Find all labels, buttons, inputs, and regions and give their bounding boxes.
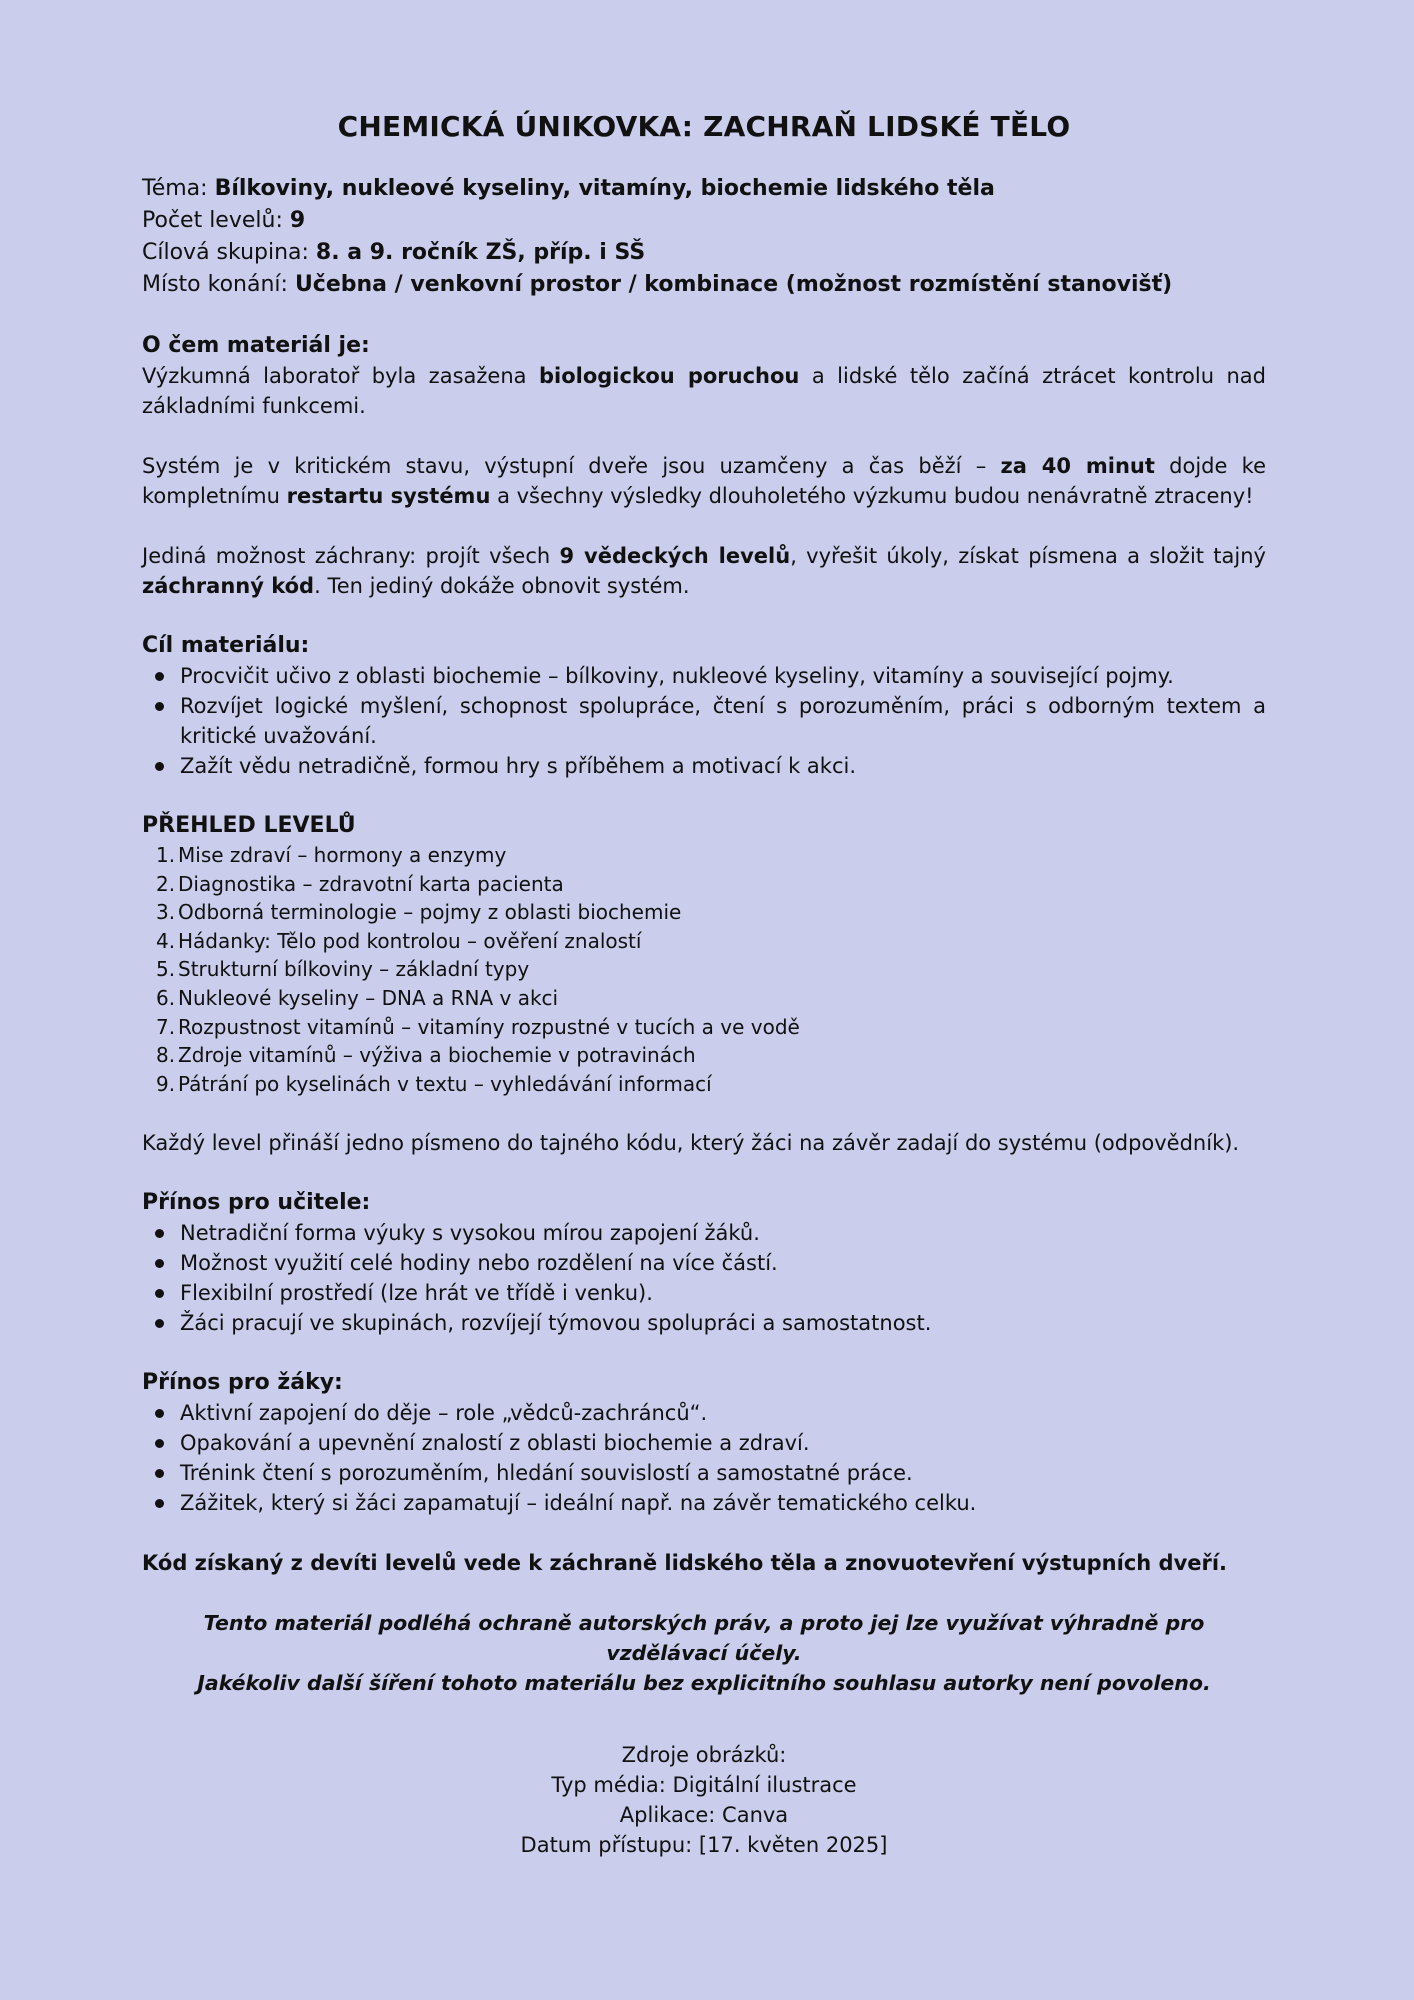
about-p2-text-end: a všechny výsledky dlouholetého výzkumu budou nenávratně ztraceny! (490, 484, 1254, 508)
level-item (156, 1041, 1266, 1070)
sources-date: Datum přístupu: [17. květen 2025] (520, 1833, 888, 1858)
copyright-line-1: Tento materiál podléhá ochraně autorských práv, a proto jej lze využívat výhradně pro vzdělávací účely. (203, 1611, 1205, 1666)
levels-note: Každý level přináší jedno písmeno do tajného kódu, který žáci na závěr zadají do systému (odpovědník). (142, 1131, 1240, 1156)
about-p3-bold-code: záchranný kód (142, 574, 315, 598)
list-item: Zažít vědu netradičně, formou hry s příběhem a motivací k akci. (180, 751, 1266, 781)
level-number: 8. (156, 1043, 176, 1068)
copyright-line-2: Jakékoliv další šíření tohoto materiálu bez explicitního souhlasu autorky není povoleno. (197, 1671, 1211, 1696)
meta-audience (142, 237, 1266, 269)
level-text: Nukleové kyseliny – DNA a RNA v akci (178, 985, 559, 1010)
meta-levels-label: Počet levelů: (142, 208, 290, 233)
level-number: 1. (156, 843, 176, 867)
level-text: Zdroje vitamínů – výživa a biochemie v potravinách (178, 1043, 696, 1068)
meta-place (142, 269, 1266, 301)
list-item: Aktivní zapojení do děje – role „vědců-zachránců“. (180, 1398, 1266, 1428)
about-p1-text: Výzkumná laboratoř byla zasažena (142, 364, 539, 388)
level-number: 2. (156, 871, 176, 896)
about-paragraph-1 (142, 361, 1266, 421)
sources-app: Aplikace: Canva (619, 1803, 789, 1828)
level-item (156, 870, 1266, 899)
list-item: Netradiční forma výuky s vysokou mírou zapojení žáků. (180, 1218, 1266, 1248)
teachers-section (142, 1188, 1266, 1338)
list-item: Možnost využití celé hodiny nebo rozdělení na více částí. (180, 1248, 1266, 1278)
about-p1-bold: biologickou poruchou (538, 364, 800, 388)
level-item (156, 898, 1266, 927)
level-item (156, 927, 1266, 956)
about-paragraph-3 (142, 541, 1266, 601)
teachers-list (142, 1218, 1266, 1338)
list-item: Trénink čtení s porozuměním, hledání souvislostí a samostatné práce. (180, 1458, 1266, 1488)
about-paragraph-2 (142, 451, 1266, 511)
meta-topic (142, 173, 1266, 205)
about-p2-text-mid: dojde ke kompletnímu (142, 454, 1267, 508)
level-text: Odborná terminologie – pojmy z oblasti biochemie (178, 900, 682, 925)
goal-heading: Cíl materiálu: (142, 633, 310, 658)
goal-list (142, 661, 1266, 781)
image-sources (142, 1740, 1266, 1860)
level-number: 4. (156, 928, 176, 953)
level-text: Pátrání po kyselinách v textu – vyhledávání informací (178, 1071, 712, 1096)
about-p3-text: Jediná možnost záchrany: projít všech (142, 544, 560, 568)
about-heading: O čem materiál je: (142, 333, 370, 358)
sources-heading: Zdroje obrázků: (621, 1743, 787, 1768)
about-p3-bold-levels: 9 vědeckých levelů (559, 544, 791, 568)
level-item (156, 1070, 1266, 1099)
meta-audience-label: Cílová skupina: (142, 240, 316, 265)
about-p3-text-end: . Ten jediný dokáže obnovit systém. (314, 574, 690, 598)
about-p2-bold-restart: restartu systému (286, 484, 491, 508)
meta-topic-label: Téma: (142, 176, 215, 201)
levels-list (142, 841, 1266, 1098)
level-text: Mise zdraví – hormony a enzymy (178, 843, 507, 867)
meta-audience-value: 8. a 9. ročník ZŠ, příp. i SŠ (315, 240, 646, 265)
meta-levels (142, 205, 1266, 237)
goal-section (142, 631, 1266, 781)
list-item: Procvičit učivo z oblasti biochemie – bílkoviny, nukleové kyseliny, vitamíny a související pojmy. (180, 661, 1266, 691)
final-statement: Kód získaný z devíti levelů vede k záchraně lidského těla a znovuotevření výstupních dveří. (142, 1551, 1228, 1576)
list-item: Žáci pracují ve skupinách, rozvíjejí týmovou spolupráci a samostatnost. (180, 1308, 1266, 1338)
teachers-heading: Přínos pro učitele: (142, 1190, 371, 1216)
level-number: 3. (156, 900, 176, 925)
about-p2-bold-time: za 40 minut (1000, 454, 1155, 478)
meta-levels-value: 9 (289, 208, 306, 233)
meta-block (142, 173, 1266, 301)
meta-place-label: Místo konání: (142, 272, 295, 297)
meta-topic-value: Bílkoviny, nukleové kyseliny, vitamíny, biochemie lidského těla (214, 176, 995, 201)
document-title: CHEMICKÁ ÚNIKOVKA: ZACHRAŇ LIDSKÉ TĚLO (337, 110, 1071, 143)
level-item (156, 984, 1266, 1013)
level-number: 9. (156, 1071, 176, 1096)
meta-place-value: Učebna / venkovní prostor / kombinace (možnost rozmístění stanovišť) (294, 272, 1173, 297)
level-number: 7. (156, 1014, 176, 1039)
levels-section (142, 811, 1266, 1158)
level-number: 5. (156, 957, 176, 982)
about-p1-text-end: a lidské tělo začíná ztrácet kontrolu nad základními funkcemi. (142, 364, 1266, 418)
level-text: Strukturní bílkoviny – základní typy (178, 957, 530, 982)
students-section (142, 1368, 1266, 1518)
level-text: Rozpustnost vitamínů – vitamíny rozpustné v tucích a ve vodě (178, 1014, 800, 1039)
level-text: Diagnostika – zdravotní karta pacienta (178, 871, 564, 896)
list-item: Rozvíjet logické myšlení, schopnost spolupráce, čtení s porozuměním, práci s odborným textem a kritické uvažování. (180, 691, 1266, 751)
list-item: Opakování a upevnění znalostí z oblasti biochemie a zdraví. (180, 1428, 1266, 1458)
levels-heading: PŘEHLED LEVELŮ (142, 813, 356, 838)
about-section (142, 331, 1266, 601)
level-number: 6. (156, 985, 176, 1010)
level-item (156, 955, 1266, 984)
list-item: Zážitek, který si žáci zapamatují – ideální např. na závěr tematického celku. (180, 1488, 1266, 1518)
level-item (156, 1013, 1266, 1042)
about-p2-text: Systém je v kritickém stavu, výstupní dveře jsou uzamčeny a čas běží – (142, 454, 1001, 478)
sources-media: Typ média: Digitální ilustrace (551, 1773, 857, 1798)
level-item (156, 841, 1266, 870)
students-list (142, 1398, 1266, 1518)
list-item: Flexibilní prostředí (lze hrát ve třídě i venku). (180, 1278, 1266, 1308)
level-text: Hádanky: Tělo pod kontrolou – ověření znalostí (178, 928, 642, 953)
about-p3-text-mid: , vyřešit úkoly, získat písmena a složit tajný (790, 544, 1266, 568)
copyright-notice (142, 1608, 1266, 1698)
students-heading: Přínos pro žáky: (142, 1370, 343, 1396)
